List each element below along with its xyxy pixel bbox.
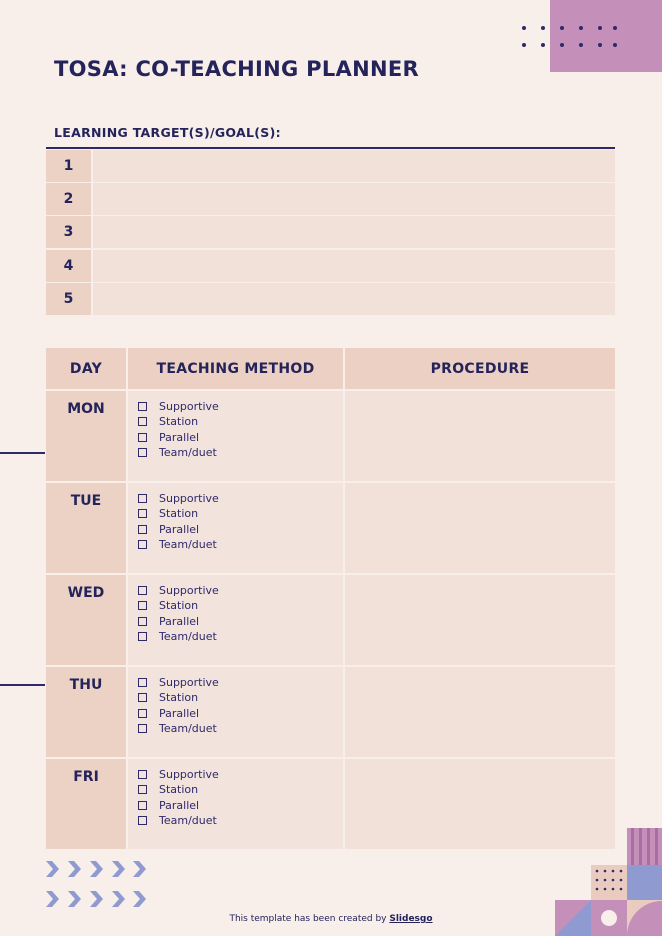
method-option-team-duet[interactable]: Team/duet bbox=[138, 629, 343, 644]
method-options bbox=[128, 483, 343, 573]
goal-input-cell[interactable] bbox=[93, 216, 615, 248]
checkbox-icon[interactable] bbox=[138, 617, 147, 626]
goal-input-cell[interactable] bbox=[93, 250, 615, 282]
method-option-parallel[interactable]: Parallel bbox=[138, 798, 343, 813]
chevron-right-icon-group bbox=[44, 860, 148, 912]
method-option-parallel[interactable]: Parallel bbox=[138, 522, 343, 537]
page-title: TOSA: CO-TEACHING PLANNER bbox=[54, 57, 419, 81]
checkbox-icon[interactable] bbox=[138, 540, 147, 549]
method-option-station[interactable]: Station bbox=[138, 506, 343, 521]
procedure-cell-tue[interactable] bbox=[345, 483, 615, 573]
goals-divider bbox=[46, 147, 615, 149]
goal-row bbox=[46, 216, 615, 248]
method-option-team-duet[interactable]: Team/duet bbox=[138, 813, 343, 828]
checkbox-icon[interactable] bbox=[138, 678, 147, 687]
method-option-parallel[interactable]: Parallel bbox=[138, 430, 343, 445]
header-procedure: PROCEDURE bbox=[345, 348, 615, 389]
method-option-station[interactable]: Station bbox=[138, 782, 343, 797]
checkbox-icon[interactable] bbox=[138, 417, 147, 426]
method-option-supportive[interactable]: Supportive bbox=[138, 491, 343, 506]
goal-number: 3 bbox=[46, 216, 91, 248]
procedure-cell-mon[interactable] bbox=[345, 391, 615, 481]
goal-input-cell[interactable] bbox=[93, 283, 615, 315]
method-option-team-duet[interactable]: Team/duet bbox=[138, 445, 343, 460]
method-options bbox=[128, 575, 343, 665]
method-option-supportive[interactable]: Supportive bbox=[138, 399, 343, 414]
checkbox-icon[interactable] bbox=[138, 402, 147, 411]
method-option-parallel[interactable]: Parallel bbox=[138, 614, 343, 629]
procedure-cell-thu[interactable] bbox=[345, 667, 615, 757]
checkbox-icon[interactable] bbox=[138, 693, 147, 702]
dot-grid-decoration bbox=[520, 26, 620, 50]
checkbox-icon[interactable] bbox=[138, 601, 147, 610]
day-label-mon: MON bbox=[46, 391, 126, 481]
header-day: DAY bbox=[46, 348, 126, 389]
goal-row bbox=[46, 183, 615, 215]
checkbox-icon[interactable] bbox=[138, 509, 147, 518]
method-options bbox=[128, 667, 343, 757]
checkbox-icon[interactable] bbox=[138, 724, 147, 733]
footer-credit: This template has been created by Slidesgo bbox=[229, 914, 433, 924]
footer-brand-link[interactable]: Slidesgo bbox=[389, 914, 433, 924]
method-option-team-duet[interactable]: Team/duet bbox=[138, 721, 343, 736]
side-accent-line bbox=[0, 452, 45, 454]
day-label-wed: WED bbox=[46, 575, 126, 665]
day-label-tue: TUE bbox=[46, 483, 126, 573]
method-option-station[interactable]: Station bbox=[138, 598, 343, 613]
checkbox-icon[interactable] bbox=[138, 433, 147, 442]
checkbox-icon[interactable] bbox=[138, 632, 147, 641]
goal-input-cell[interactable] bbox=[93, 150, 615, 182]
method-option-team-duet[interactable]: Team/duet bbox=[138, 537, 343, 552]
side-accent-line bbox=[0, 684, 45, 686]
goals-label: LEARNING TARGET(S)/GOAL(S): bbox=[54, 125, 281, 140]
header-teaching-method: TEACHING METHOD bbox=[128, 348, 343, 389]
method-option-supportive[interactable]: Supportive bbox=[138, 767, 343, 782]
method-option-supportive[interactable]: Supportive bbox=[138, 583, 343, 598]
checkbox-icon[interactable] bbox=[138, 785, 147, 794]
checkbox-icon[interactable] bbox=[138, 448, 147, 457]
method-options bbox=[128, 391, 343, 481]
day-label-fri: FRI bbox=[46, 759, 126, 849]
checkbox-icon[interactable] bbox=[138, 586, 147, 595]
goal-row bbox=[46, 250, 615, 282]
goal-number: 5 bbox=[46, 283, 91, 315]
checkbox-icon[interactable] bbox=[138, 770, 147, 779]
method-options bbox=[128, 759, 343, 849]
checkbox-icon[interactable] bbox=[138, 816, 147, 825]
goal-number: 2 bbox=[46, 183, 91, 215]
checkbox-icon[interactable] bbox=[138, 525, 147, 534]
goal-number: 1 bbox=[46, 150, 91, 182]
day-label-thu: THU bbox=[46, 667, 126, 757]
goal-input-cell[interactable] bbox=[93, 183, 615, 215]
procedure-cell-wed[interactable] bbox=[345, 575, 615, 665]
method-option-supportive[interactable]: Supportive bbox=[138, 675, 343, 690]
checkbox-icon[interactable] bbox=[138, 494, 147, 503]
goal-row bbox=[46, 283, 615, 315]
method-option-station[interactable]: Station bbox=[138, 414, 343, 429]
goal-number: 4 bbox=[46, 250, 91, 282]
method-option-parallel[interactable]: Parallel bbox=[138, 706, 343, 721]
method-option-station[interactable]: Station bbox=[138, 690, 343, 705]
checkbox-icon[interactable] bbox=[138, 801, 147, 810]
checkbox-icon[interactable] bbox=[138, 709, 147, 718]
goal-row bbox=[46, 150, 615, 182]
